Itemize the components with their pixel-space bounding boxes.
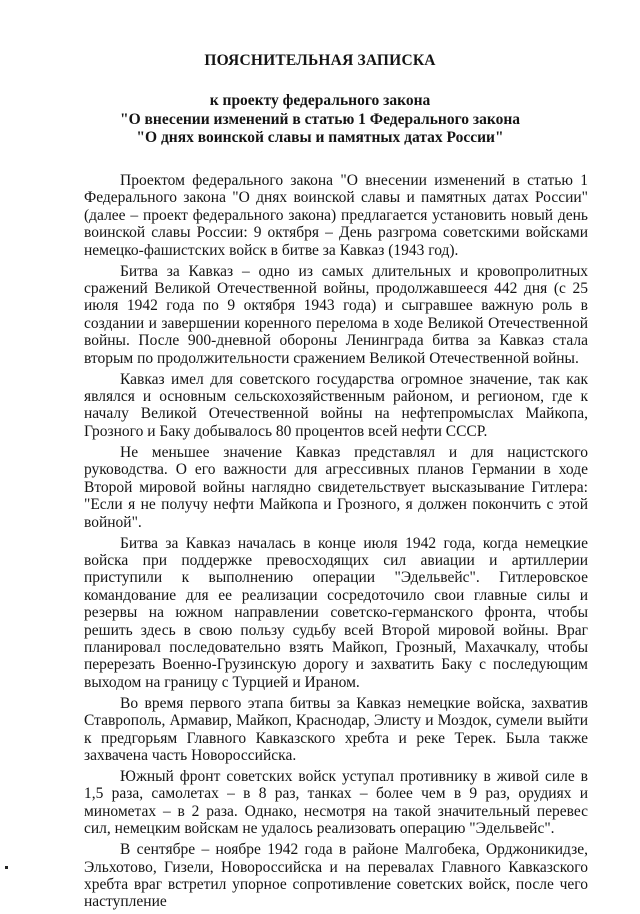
paragraph: Во время первого этапа битвы за Кавказ немецкие войска, захватив Ставрополь, Армавир, Майкоп, Краснодар, Элисту и Моздок, сумели выйти к предгорьям Главного Кавказского хребта и реке Терек. Была также захвачена часть Новороссийска.: [84, 694, 588, 764]
subtitle-line: "О днях воинской славы и памятных датах России": [136, 129, 504, 146]
paragraph: Битва за Кавказ – одно из самых длительных и кровопролитных сражений Великой Отечественной войны, продолжавшееся 442 дня (с 25 июля 1942 года по 9 октября 1943 года) и сыгравшее важную роль в создании и завершении коренного перелома в ходе Великой Отечественной войны. После 900-дневной обороны Ленинграда битва за Кавказ стала вторым по продолжительности сражением Великой Отечественной войны.: [84, 262, 588, 367]
scan-artifact: [5, 866, 8, 869]
document-title: ПОЯСНИТЕЛЬНАЯ ЗАПИСКА: [204, 52, 436, 69]
paragraph: Проектом федерального закона "О внесении изменений в статью 1 Федерального закона "О днях воинской славы и памятных датах России" (далее – проект федерального закона) предлагается установить новый день воинской славы России: 9 октября – День разгрома советскими войсками немецко-фашистских войск в битве за Кавказ (1943 год).: [84, 172, 588, 259]
paragraph: Южный фронт советских войск уступал противнику в живой силе в 1,5 раза, самолетах – в 8 раз, танках – более чем в 9 раз, орудиях и минометах – в 2 раза. Однако, несмотря на такой значительный перевес сил, немецким войскам не удалось реализовать операцию "Эдельвейс".: [84, 767, 588, 838]
paragraph: В сентябре – ноябре 1942 года в районе Малгобека, Орджоникидзе, Эльхотово, Гизели, Новороссийска и на перевалах Главного Кавказского хребта враг встретил упорное сопротивление советских войск, после чего наступление: [84, 841, 588, 911]
paragraph: Кавказ имел для советского государства огромное значение, так как являлся и основным сельскохозяйственным районом, и регионом, где к началу Великой Отечественной войны на нефтепромыслах Майкопа, Грозного и Баку добывалось 80 процентов всей нефти СССР.: [84, 370, 588, 440]
document-body: [84, 172, 588, 914]
paragraph: Не меньшее значение Кавказ представлял и для нацистского руководства. О его важности для агрессивных планов Германии в ходе Второй мировой войны наглядно свидетельствует высказывание Гитлера: "Если я не получу нефти Майкопа и Грозного, я должен покончить с этой войной".: [84, 443, 588, 531]
document-subtitle: [0, 92, 640, 148]
paragraph: Битва за Кавказ началась в конце июля 1942 года, когда немецкие войска при поддержке превосходящих сил авиации и артиллерии приступили к выполнению операции "Эдельвейс". Гитлеровское командование для ее реализации сосредоточило свои главные силы и резервы на южном направлении советско-германского фронта, чтобы решить здесь в свою пользу судьбу всей Второй мировой войны. Враг планировал последовательно взять Майкоп, Грозный, Махачкалу, чтобы перерезать Военно-Грузинскую дорогу и захватить Баку с последующим выходом на границу с Турцией и Ираном.: [84, 534, 588, 691]
subtitle-line: "О внесении изменений в статью 1 Федерального закона: [119, 110, 520, 128]
subtitle-line: к проекту федерального закона: [209, 92, 431, 109]
